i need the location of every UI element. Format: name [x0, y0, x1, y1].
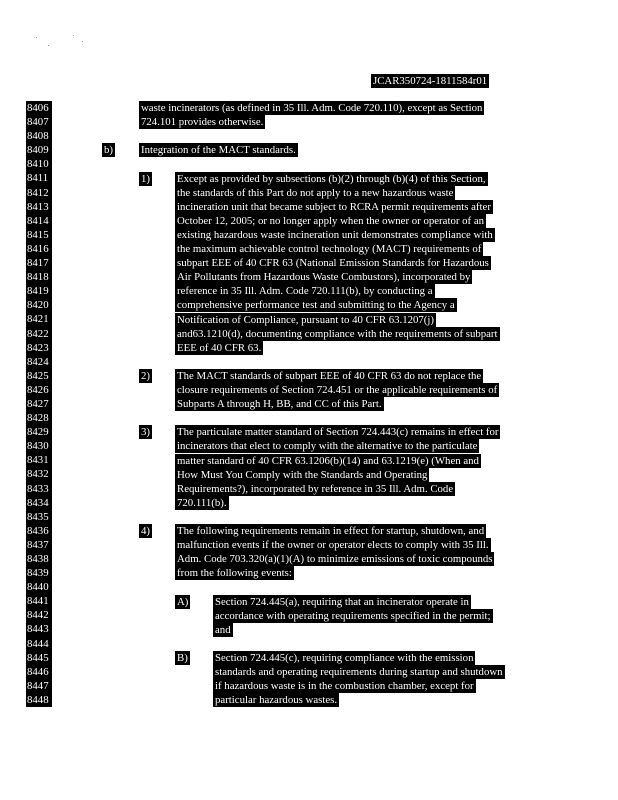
item-line: Air Pollutants from Hazardous Waste Combustors), incorporated by [177, 271, 471, 284]
line-number: 8408 [27, 130, 49, 143]
item-line: EEE of 40 CFR 63. [177, 341, 262, 354]
item-label: 1) [141, 172, 150, 185]
line-number: 8407 [27, 116, 49, 129]
line-number: 8412 [27, 186, 49, 199]
line-number: 8415 [27, 228, 49, 241]
item-line: Notification of Compliance, pursuant to 40 CFR 63.1207(j) [177, 313, 434, 326]
item-line: The MACT standards of subpart EEE of 40 CFR 63 do not replace the [177, 369, 482, 382]
scan-speck [36, 37, 37, 38]
item-line: The particulate matter standard of Section 724.443(c) remains in effect for [177, 426, 499, 439]
item-line: incineration unit that became subject to RCRA permit requirements after [177, 200, 491, 213]
item-line: incinerators that elect to comply with the alternative to the particulate [177, 440, 478, 453]
line-number: 8425 [27, 369, 49, 382]
line-number: 8417 [27, 257, 49, 270]
item-line: existing hazardous waste incineration unit demonstrates compliance with [177, 228, 493, 241]
line-number: 8432 [27, 468, 49, 481]
line-number: 8448 [27, 693, 49, 706]
document-id: JCAR350724-1811584r01 [373, 75, 488, 87]
line-number: 8427 [27, 397, 49, 410]
line-number: 8447 [27, 679, 49, 692]
line-number: 8429 [27, 426, 49, 439]
line-number: 8442 [27, 609, 49, 622]
line-number: 8443 [27, 623, 49, 636]
item-line: the standards of this Part do not apply to a new hazardous waste [177, 186, 454, 199]
item-line: Except as provided by subsections (b)(2) through (b)(4) of this Section, [177, 172, 486, 185]
item-line: the maximum achievable control technology (MACT) requirements of [177, 243, 482, 255]
item-line: if hazardous waste is in the combustion chamber, except for [215, 680, 474, 693]
line-number: 8445 [27, 651, 49, 664]
item-line: standards and operating requirements during startup and shutdown [215, 666, 503, 678]
line-number: 8413 [27, 200, 49, 213]
line-number: 8444 [27, 637, 49, 650]
item-line: Section 724.445(c), requiring compliance with the emission [215, 651, 474, 664]
line-number: 8420 [27, 299, 49, 312]
line-number: 8406 [27, 102, 49, 114]
line-number: 8419 [27, 285, 49, 298]
item-label: B) [177, 651, 188, 664]
item-line: reference in 35 Ill. Adm. Code 720.111(b), by conducting a [177, 285, 433, 298]
line-number: 8428 [27, 412, 49, 425]
item-label: 3) [141, 426, 150, 439]
line-number: 8438 [27, 553, 49, 565]
line-number: 8433 [27, 482, 49, 495]
line-number: 8418 [27, 271, 49, 284]
line-number: 8410 [27, 158, 49, 171]
line-number: 8436 [27, 524, 49, 537]
line-number: 8411 [27, 172, 49, 185]
item-line: closure requirements of Section 724.451 or the applicable requirements of [177, 384, 498, 396]
intro-line: waste incinerators (as defined in 35 Ill. Adm. Code 720.110), except as Section [141, 102, 483, 114]
item-line: and [215, 623, 231, 636]
item-label: A) [177, 595, 189, 608]
line-number: 8423 [27, 341, 49, 354]
item-line: The following requirements remain in effect for startup, shutdown, and [177, 525, 485, 537]
item-line: subpart EEE of 40 CFR 63 (National Emission Standards for Hazardous [177, 257, 489, 270]
subsection-label: b) [104, 144, 113, 157]
item-line: accordance with operating requirements specified in the permit; [215, 609, 491, 622]
item-line: 720.111(b). [177, 496, 227, 509]
scan-speck [48, 45, 49, 46]
line-number-column [26, 101, 52, 707]
item-line: matter standard of 40 CFR 63.1206(b)(14) and 63.1219(e) (When and [177, 454, 479, 467]
line-number: 8426 [27, 383, 49, 396]
item-label: 2) [141, 369, 150, 382]
line-number: 8409 [27, 144, 49, 157]
subsection-heading: Integration of the MACT standards. [141, 144, 296, 157]
item-line: comprehensive performance test and submitting to the Agency a [177, 299, 455, 312]
item-line: October 12, 2005; or no longer apply when the owner or operator of an [177, 214, 485, 227]
line-number: 8434 [27, 496, 49, 509]
scan-speck [82, 41, 83, 42]
intro-line: 724.101 provides otherwise. [141, 116, 264, 129]
item-line: Subparts A through H, BB, and CC of this Part. [177, 398, 382, 411]
line-number: 8440 [27, 581, 49, 594]
item-line: Section 724.445(a), requiring that an incinerator operate in [215, 595, 469, 608]
line-number: 8422 [27, 327, 49, 340]
item-line: from the following events: [177, 567, 292, 580]
line-number: 8446 [27, 665, 49, 678]
item-label: 4) [141, 525, 150, 537]
line-number: 8431 [27, 454, 49, 467]
line-number: 8437 [27, 538, 49, 551]
line-number: 8439 [27, 567, 49, 580]
item-line: Adm. Code 703.320(a)(1)(A) to minimize emissions of toxic compounds [177, 553, 493, 566]
line-number: 8414 [27, 214, 49, 227]
item-line: malfunction events if the owner or operator elects to comply with 35 Ill. [177, 539, 489, 552]
line-number: 8424 [27, 355, 49, 368]
item-line: particular hazardous wastes. [215, 694, 338, 707]
line-number: 8416 [27, 242, 49, 255]
scan-speck [73, 35, 74, 36]
item-line: Requirements?), incorporated by reference in 35 Ill. Adm. Code [177, 482, 454, 495]
line-number: 8421 [27, 313, 49, 326]
item-line: and63.1210(d), documenting compliance with the requirements of subpart [177, 327, 498, 340]
line-number: 8441 [27, 595, 49, 608]
line-number: 8435 [27, 510, 49, 523]
line-number: 8430 [27, 440, 49, 453]
item-line: How Must You Comply with the Standards and Operating [177, 468, 428, 481]
